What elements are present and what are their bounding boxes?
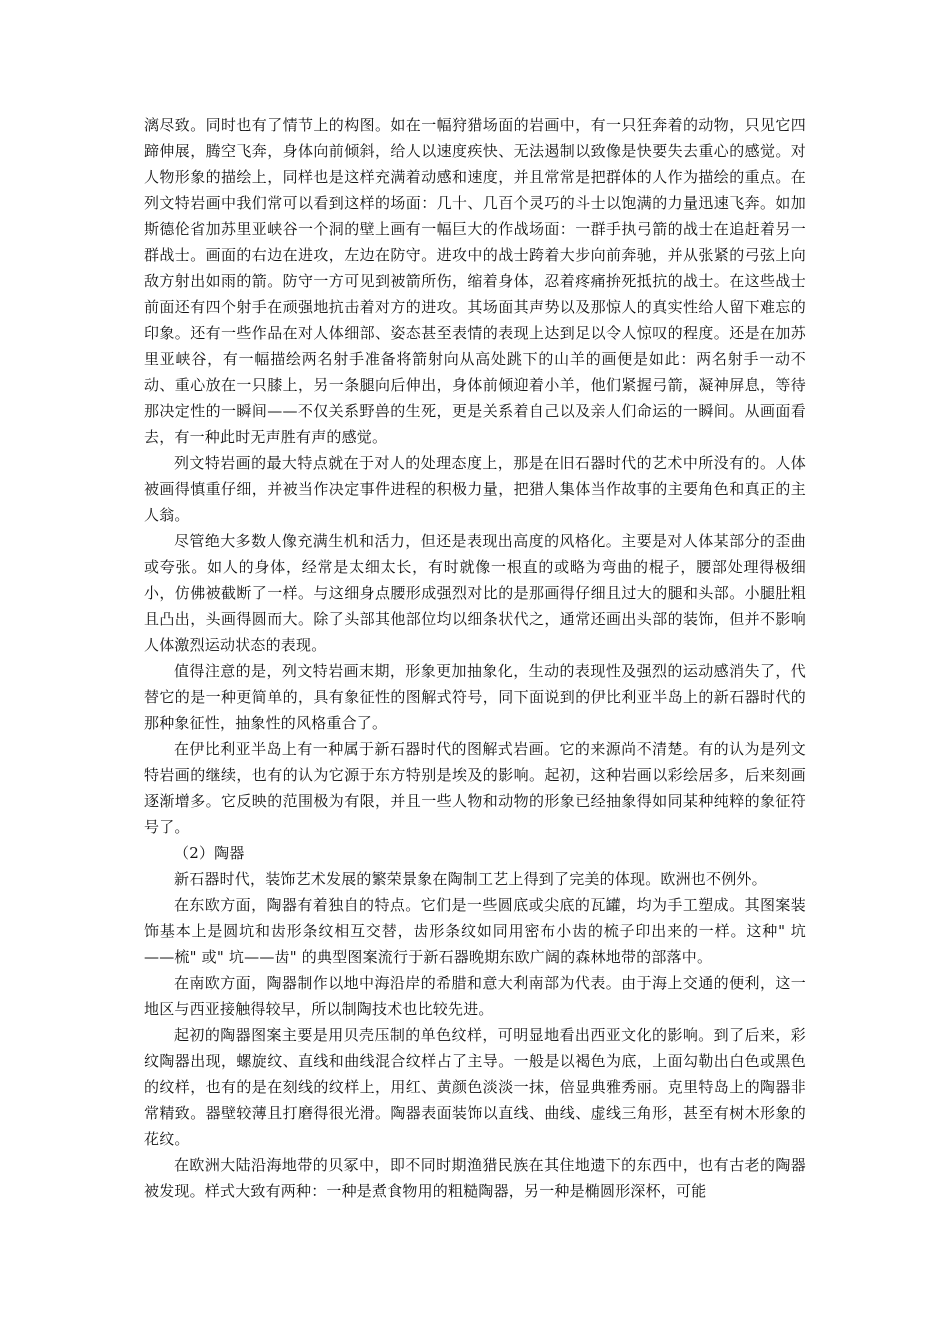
paragraph-southern-europe: 在南欧方面，陶器制作以地中海沿岸的希腊和意大利南部为代表。由于海上交通的便利，这一地区与西亚接触得较早，所以制陶技术也比较先进。 <box>144 974 806 1018</box>
section-heading-pottery: （2）陶器 <box>174 844 245 862</box>
paragraph-stylization: 尽管绝大多数人像充满生机和活力，但还是表现出高度的风格化。主要是对人体某部分的歪曲或夸张。如人的身体，经常是太细太长，有时就像一根直的或略为弯曲的棍子，腰部处理得极细小，仿佛被截断了一样。与这细身点腰形成强烈对比的是那画得仔细且过大的腿和头部。小腿肚粗且凸出，头画得圆而大。除了头部其他部位均以细条状代之，通常还画出头部的装饰，但并不影响人体激烈运动状态的表现。 <box>144 532 806 654</box>
document-page <box>144 112 806 1204</box>
paragraph-neolithic-decoration: 新石器时代，装饰艺术发展的繁荣景象在陶制工艺上得到了完美的体现。欧洲也不例外。 <box>174 870 767 888</box>
paragraph-iberian-rock-art: 在伊比利亚半岛上有一种属于新石器时代的图解式岩画。它的来源尚不清楚。有的认为是列文特岩画的继续，也有的认为它源于东方特别是埃及的影响。起初，这种岩画以彩绘居多，后来刻画逐渐增多。它反映的范围极为有限，并且一些人物和动物的形象已经抽象得如同某种纯粹的象征符号了。 <box>144 740 806 836</box>
paragraph-shell-mounds: 在欧洲大陆沿海地带的贝冢中，即不同时期渔猎民族在其住地遗下的东西中，也有古老的陶器被发现。样式大致有两种：一种是煮食物用的粗糙陶器，另一种是椭圆形深杯，可能 <box>144 1156 806 1200</box>
paragraph-continuation: 漓尽致。同时也有了情节上的构图。如在一幅狩猎场面的岩画中，有一只狂奔着的动物，只见它四蹄伸展，腾空飞奔，身体向前倾斜，给人以速度疾快、无法遏制以致像是快要失去重心的感觉。对人物形象的描绘上，同样也是这样充满着动感和速度，并且常常是把群体的人作为描绘的重点。在列文特岩画中我们常可以看到这样的场面：几十、几百个灵巧的斗士以饱满的力量迅速飞奔。如加斯德伦省加苏里亚峡谷一个洞的壁上画有一幅巨大的作战场面：一群手执弓箭的战士在追赶着另一群战士。画面的右边在进攻，左边在防守。进攻中的战士跨着大步向前奔驰，并从张紧的弓弦上向敌方射出如雨的箭。防守一方可见到被箭所伤，缩着身体，忍着疼痛拚死抵抗的战士。在这些战士前面还有四个射手在顽强地抗击着对方的进攻。其场面其声势以及那惊人的真实性给人留下难忘的印象。还有一些作品在对人体细部、姿态甚至表情的表现上达到足以令人惊叹的程度。还是在加苏里亚峡谷，有一幅描绘两名射手准备将箭射向从高处跳下的山羊的画便是如此：两名射手一动不动、重心放在一只膝上，另一条腿向后伸出，身体前倾迎着小羊，他们紧握弓箭，凝神屏息，等待那决定性的一瞬间——不仅关系野兽的生死，更是关系着自己以及亲人们命运的一瞬间。从画面看去，有一种此时无声胜有声的感觉。 <box>144 116 806 446</box>
paragraph-late-period: 值得注意的是，列文特岩画末期，形象更加抽象化，生动的表现性及强烈的运动感消失了，代替它的是一种更简单的，具有象征性的图解式符号，同下面说到的伊比利亚半岛上的新石器时代的那种象征性，抽象性的风格重合了。 <box>144 662 806 732</box>
paragraph-levante-feature: 列文特岩画的最大特点就在于对人的处理态度上，那是在旧石器时代的艺术中所没有的。人体被画得慎重仔细，并被当作决定事件进程的积极力量，把猎人集体当作故事的主要角色和真正的主人翁。 <box>144 454 806 524</box>
paragraph-early-patterns: 起初的陶器图案主要是用贝壳压制的单色纹样，可明显地看出西亚文化的影响。到了后来，彩纹陶器出现，螺旋纹、直线和曲线混合纹样占了主导。一般是以褐色为底，上面勾勒出白色或黑色的纹样，也有的是在刻线的纹样上，用红、黄颜色淡淡一抹，倍显典雅秀丽。克里特岛上的陶器非常精致。器壁较薄且打磨得很光滑。陶器表面装饰以直线、曲线、虚线三角形，甚至有树木形象的花纹。 <box>144 1026 806 1148</box>
paragraph-eastern-europe: 在东欧方面，陶器有着独自的特点。它们是一些圆底或尖底的瓦罐，均为手工塑成。其图案装饰基本上是圆坑和齿形条纹相互交替，齿形条纹如同用密布小齿的梳子印出来的一样。这种" 坑——梳" 或" 坑——齿" 的典型图案流行于新石器晚期东欧广阔的森林地带的部落中。 <box>144 896 806 966</box>
